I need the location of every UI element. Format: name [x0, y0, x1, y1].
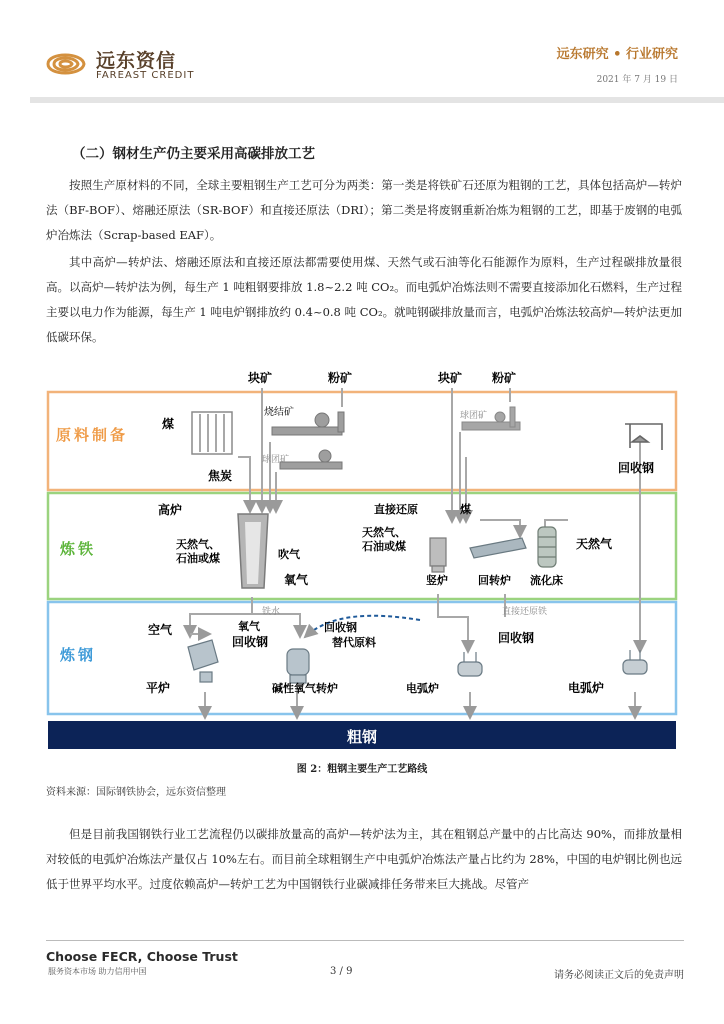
- label-dri: 直接还原: [374, 503, 418, 516]
- logo-name: 远东资信: [96, 50, 177, 72]
- header-divider: [30, 97, 724, 103]
- label-bof: 碱性氧气转炉: [272, 682, 338, 695]
- stage-raw: 原料制备: [56, 426, 129, 444]
- label-scrap-a: 回收钢: [232, 635, 269, 649]
- fareast-logo: [42, 44, 90, 84]
- label-coal-2: 煤: [460, 503, 471, 516]
- label-gas: 天然气: [576, 537, 613, 551]
- label-coal: 煤: [162, 417, 175, 431]
- eaf-1-icon: [458, 652, 482, 676]
- label-scrap-b: 回收钢: [324, 621, 357, 634]
- section-heading: （二）钢材生产仍主要采用高碳排放工艺: [72, 146, 315, 162]
- label-fuel-2a: 天然气、: [362, 526, 406, 539]
- label-fluid: 流化床: [530, 574, 563, 587]
- label-oxygen-2: 氧气: [238, 620, 260, 633]
- label-blow: 吹气: [278, 548, 300, 561]
- paragraph-1: 按照生产原材料的不同，全球主要粗钢生产工艺可分为两类：第一类是将铁矿石还原为粗钢的工艺，具体包括高炉—转炉法（BF-BOF）、熔融还原法（SR-BOF）和直接还原法（DRI）；第二类是将废钢重新冶炼为粗钢的工艺，即基于废钢的电弧炉冶炼法（Scrap-based EAF）。: [46, 178, 682, 242]
- process-diagram: [40, 362, 684, 754]
- stage-steel: 炼钢: [60, 646, 97, 664]
- pellet-plant-icon: [280, 450, 342, 469]
- footer-slogan: 服务资本市场 助力信用中国: [48, 967, 147, 976]
- label-fuel-2b: 石油或煤: [362, 540, 406, 553]
- disclaimer-link[interactable]: 请务必阅读正文后的免责声明: [554, 970, 684, 981]
- section-label: 远东研究 • 行业研究: [556, 47, 678, 62]
- eaf-2-icon: [623, 650, 647, 674]
- rotary-kiln-icon: [470, 538, 526, 558]
- label-coke: 焦炭: [208, 469, 233, 483]
- label-eaf-2: 电弧炉: [568, 681, 605, 695]
- report-date: 2021 年 7 月 19 日: [596, 75, 678, 85]
- logo-subtitle: FAREAST CREDIT: [96, 70, 195, 81]
- label-eaf-1: 电弧炉: [406, 682, 439, 695]
- output-label: 粗钢: [346, 728, 378, 746]
- label-open-hearth: 平炉: [146, 681, 171, 695]
- label-sinter: 烧结矿: [264, 407, 294, 418]
- page-number: 3 / 9: [330, 966, 353, 977]
- figure-caption: 图 2：粗钢主要生产工艺路线: [296, 764, 428, 775]
- label-blast-furnace: 高炉: [158, 503, 183, 517]
- label-dri-iron: 直接还原铁: [502, 607, 548, 617]
- lump-ore-1: 块矿: [248, 371, 273, 385]
- fluidized-bed-icon: [538, 527, 556, 567]
- label-fuel-1b: 石油或煤: [176, 552, 220, 565]
- paragraph-2: 其中高炉—转炉法、熔融还原法和直接还原法都需要使用煤、天然气或石油等化石能源作为原料，生产过程碳排放量很高。以高炉—转炉法为例，每生产 1 吨粗钢要排放 1.8~2.2 吨 CO₂。而电弧炉冶炼法则不需要直接添加化石燃料，生产过程主要以电力作为能源，每生产 1 吨电炉钢排放约 0.4~0.8 吨 CO₂。就吨钢碳排放量而言，电弧炉冶炼法较高炉—转炉法更加低碳环保。: [46, 255, 682, 344]
- scrap-crane-icon: [625, 424, 662, 450]
- footer-divider: [46, 940, 684, 941]
- stage-iron: 炼铁: [60, 540, 97, 558]
- lump-ore-2: 块矿: [438, 371, 463, 385]
- label-rotary: 回转炉: [478, 574, 511, 587]
- footer-tagline: Choose FECR, Choose Trust: [46, 949, 238, 964]
- label-air: 空气: [148, 623, 173, 637]
- alt-material-dashed-arrow: [305, 616, 420, 637]
- label-oxygen: 氧气: [284, 573, 309, 587]
- raw-material-band: [48, 392, 676, 490]
- open-hearth-icon: [188, 640, 218, 682]
- label-alt-material: 替代原料: [332, 636, 376, 649]
- fine-ore-2: 粉矿: [492, 371, 517, 385]
- steelmaking-band: [48, 602, 676, 714]
- figure-source: 资料来源：国际钢铁协会，远东资信整理: [46, 787, 226, 798]
- paragraph-3: 但是目前我国钢铁行业工艺流程仍以碳排放量高的高炉—转炉法为主，其在粗钢总产量中的占比高达 90%，而排放量相对较低的电弧炉冶炼法产量仅占 10%左右。而目前全球粗钢生产中电弧炉冶炼法产量占比约为 28%，中国的电炉钢比例也远低于世界平均水平。过度依赖高炉—转炉工艺为中国钢铁行业碳减排任务带来巨大挑战。尽管产: [46, 827, 682, 891]
- label-pellet-2: 球团矿: [460, 411, 488, 421]
- label-shaft: 竖炉: [426, 574, 448, 587]
- label-pellet: 球团矿: [262, 455, 290, 465]
- bof-icon: [287, 649, 309, 683]
- label-hot-metal: 铁水: [262, 607, 281, 617]
- label-scrap-c: 回收钢: [498, 631, 535, 645]
- fine-ore-1: 粉矿: [328, 371, 353, 385]
- shaft-furnace-icon: [430, 538, 446, 572]
- label-fuel-1a: 天然气、: [176, 538, 220, 551]
- coke-oven-icon: [192, 412, 232, 454]
- label-scrap: 回收钢: [618, 461, 655, 475]
